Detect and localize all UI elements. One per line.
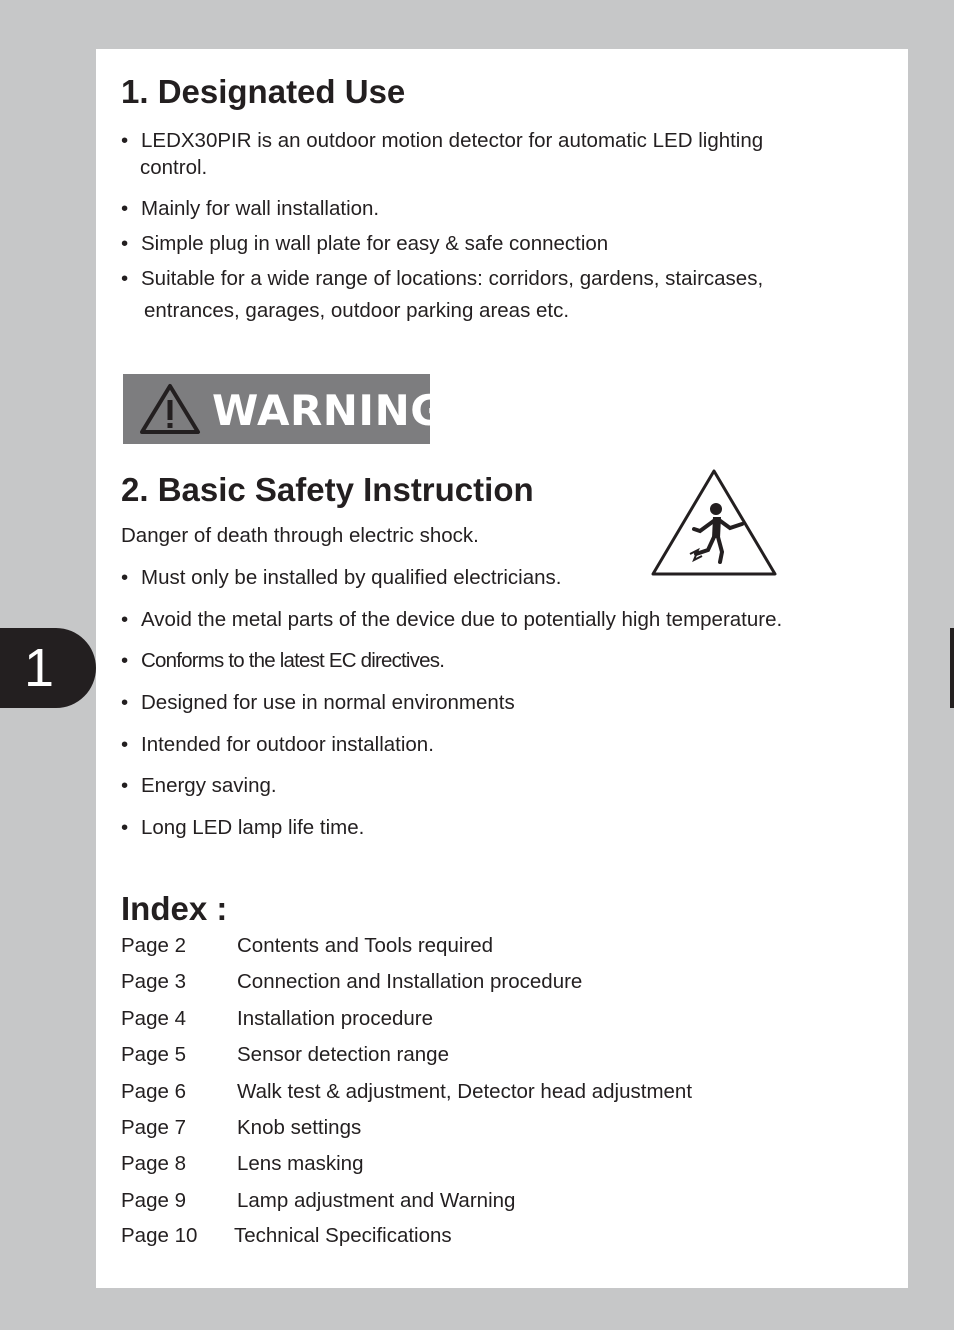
index-page: Page 9 [121, 1189, 186, 1212]
safety-bullet-6: • Energy saving. [141, 774, 277, 798]
use-bullet-3: • Simple plug in wall plate for easy & safe connection [141, 232, 608, 256]
electric-shock-hazard-icon [650, 468, 778, 578]
page-number-tab [0, 628, 96, 708]
warning-banner [123, 374, 446, 444]
use-bullet-1-line1: • LEDX30PIR is an outdoor motion detector for automatic LED lighting [141, 129, 763, 153]
use-bullet-4-line2: entrances, garages, outdoor parking areas etc. [144, 299, 570, 322]
index-title: Knob settings [237, 1116, 362, 1139]
index-page: Page 2 [121, 934, 186, 957]
designated-use-heading: 1. Designated Use [121, 73, 406, 110]
use-bullet-1-line2: control. [140, 156, 208, 179]
index-title: Installation procedure [237, 1007, 434, 1030]
use-bullet-4-line1: • Suitable for a wide range of locations: corridors, gardens, staircases, [141, 267, 763, 291]
index-title: Technical Specifications [234, 1224, 452, 1247]
safety-bullet-1: • Must only be installed by qualified electricians. [141, 566, 561, 590]
index-page: Page 5 [121, 1043, 186, 1066]
index-page: Page 7 [121, 1116, 186, 1139]
index-page: Page 8 [121, 1152, 186, 1175]
index-title: Sensor detection range [237, 1043, 449, 1066]
index-title: Contents and Tools required [237, 934, 494, 957]
safety-heading: 2. Basic Safety Instruction [121, 471, 534, 508]
safety-bullet-7: • Long LED lamp life time. [141, 816, 364, 840]
safety-bullet-4: • Designed for use in normal environments [141, 691, 515, 715]
danger-text: Danger of death through electric shock. [121, 524, 479, 547]
index-page: Page 10 [121, 1224, 198, 1247]
warning-label: WARNING [212, 386, 446, 435]
index-title: Connection and Installation procedure [237, 970, 583, 993]
index-title: Walk test & adjustment, Detector head adjustment [237, 1080, 693, 1103]
index-page: Page 3 [121, 970, 186, 993]
index-heading: Index : [121, 890, 228, 927]
index-page: Page 6 [121, 1080, 186, 1103]
edge-marker [950, 628, 954, 708]
index-page: Page 4 [121, 1007, 186, 1030]
index-title: Lens masking [237, 1152, 364, 1175]
page-number: 1 [24, 638, 55, 698]
use-bullet-2: • Mainly for wall installation. [141, 197, 379, 221]
safety-bullet-2: • Avoid the metal parts of the device due to potentially high temperature. [141, 608, 782, 632]
safety-bullet-3: • Conforms to the latest EC directives. [141, 649, 444, 673]
warning-triangle-icon [139, 383, 201, 435]
index-title: Lamp adjustment and Warning [237, 1189, 516, 1212]
safety-bullet-5: • Intended for outdoor installation. [141, 733, 434, 757]
